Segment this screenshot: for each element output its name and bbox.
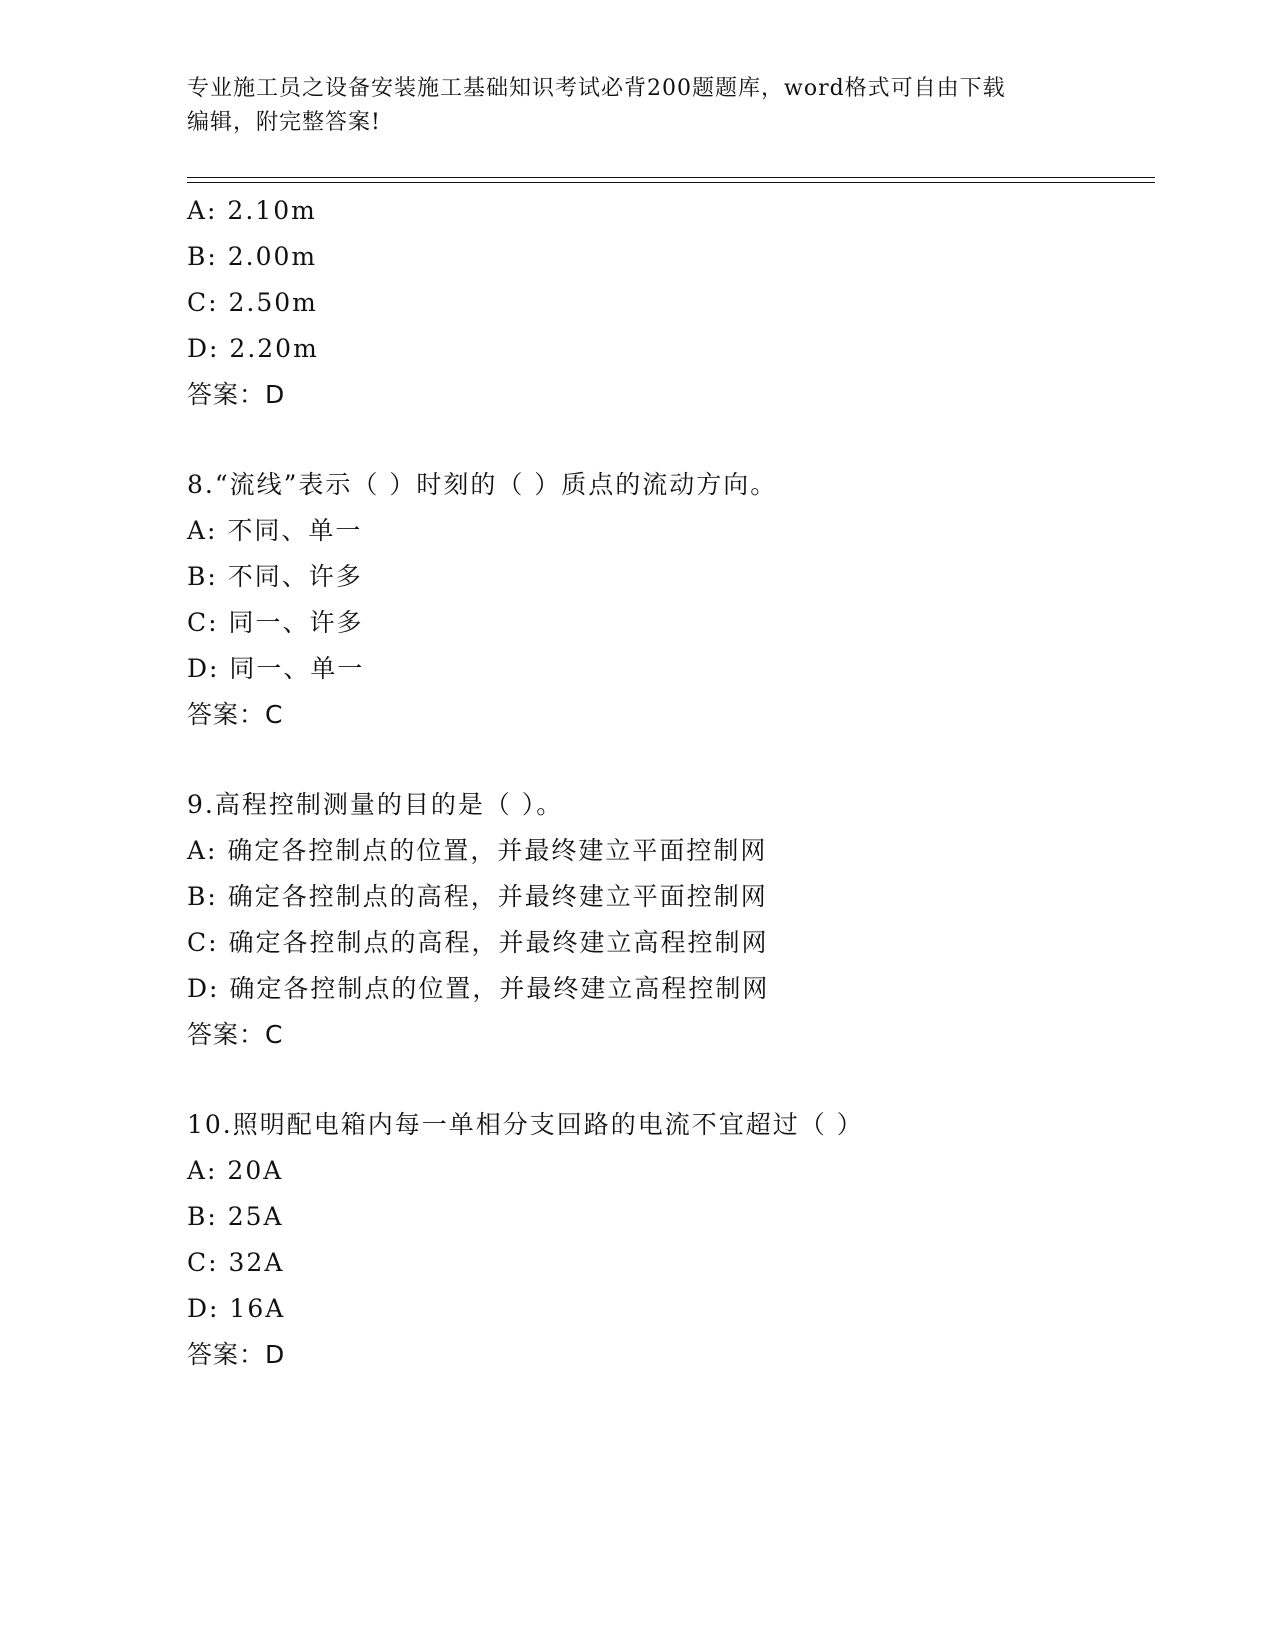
option-letter: D: bbox=[187, 974, 220, 1003]
option-text: 确定各控制点的位置，并最终建立高程控制网 bbox=[219, 974, 770, 1003]
option-letter: B: bbox=[187, 242, 218, 271]
question-7-answer: 答案：D bbox=[187, 380, 286, 409]
option-letter: D: bbox=[187, 1294, 220, 1323]
question-8-option-d bbox=[187, 646, 1155, 692]
option-letter: C: bbox=[187, 608, 219, 637]
document-header bbox=[187, 72, 1087, 140]
question-8-option-a bbox=[187, 508, 1155, 554]
question-10-option-a bbox=[187, 1148, 1155, 1194]
option-text: 32A bbox=[218, 1248, 285, 1277]
header-divider-bottom bbox=[187, 182, 1155, 183]
question-10-option-c bbox=[187, 1240, 1155, 1286]
question-list bbox=[187, 188, 1155, 1378]
option-text: 确定各控制点的高程，并最终建立高程控制网 bbox=[218, 928, 769, 957]
option-text: 16A bbox=[219, 1294, 286, 1323]
question-8-answer: 答案：C bbox=[187, 700, 284, 729]
option-letter: C: bbox=[187, 928, 219, 957]
option-text: 2.00m bbox=[217, 242, 318, 271]
question-9-option-b bbox=[187, 874, 1155, 920]
question-10-block bbox=[187, 1102, 1155, 1378]
question-7-option-a bbox=[187, 188, 1155, 234]
option-letter: B: bbox=[187, 882, 218, 911]
option-letter: B: bbox=[187, 1202, 218, 1231]
option-text: 同一、单一 bbox=[219, 654, 365, 683]
option-letter: A: bbox=[187, 516, 218, 545]
question-9-option-c bbox=[187, 920, 1155, 966]
spacer bbox=[187, 738, 1155, 782]
option-text: 20A bbox=[217, 1156, 284, 1185]
option-text: 不同、单一 bbox=[217, 516, 363, 545]
option-letter: D: bbox=[187, 654, 220, 683]
question-9-text: 9.高程控制测量的目的是（ ）。 bbox=[187, 790, 564, 819]
spacer bbox=[187, 1058, 1155, 1102]
option-letter: C: bbox=[187, 1248, 219, 1277]
question-10-option-b bbox=[187, 1194, 1155, 1240]
option-text: 2.50m bbox=[218, 288, 318, 317]
option-letter: A: bbox=[187, 836, 218, 865]
question-8-option-b bbox=[187, 554, 1155, 600]
question-9-option-a bbox=[187, 828, 1155, 874]
spacer bbox=[187, 418, 1155, 462]
question-8-option-c bbox=[187, 600, 1155, 646]
option-text: 2.20m bbox=[219, 334, 319, 363]
header-divider-top bbox=[187, 177, 1155, 178]
question-7-block bbox=[187, 188, 1155, 418]
option-letter: D: bbox=[187, 334, 220, 363]
option-letter: A: bbox=[187, 196, 218, 225]
option-text: 确定各控制点的位置，并最终建立平面控制网 bbox=[217, 836, 768, 865]
option-text: 25A bbox=[217, 1202, 284, 1231]
option-letter: A: bbox=[187, 1156, 218, 1185]
question-8-block bbox=[187, 462, 1155, 738]
question-10-option-d bbox=[187, 1286, 1155, 1332]
question-7-option-d bbox=[187, 326, 1155, 372]
question-9-answer: 答案：C bbox=[187, 1020, 284, 1049]
question-8-text: 8.“流线”表示（ ）时刻的（ ）质点的流动方向。 bbox=[187, 470, 778, 499]
header-title-line-1: 专业施工员之设备安装施工基础知识考试必背200题题库，word格式可自由下载 bbox=[187, 76, 1006, 101]
question-7-option-c bbox=[187, 280, 1155, 326]
option-letter: C: bbox=[187, 288, 219, 317]
question-9-block bbox=[187, 782, 1155, 1058]
option-text: 2.10m bbox=[217, 196, 317, 225]
option-text: 同一、许多 bbox=[218, 608, 364, 637]
question-10-answer: 答案：D bbox=[187, 1340, 286, 1369]
option-text: 不同、许多 bbox=[217, 562, 363, 591]
question-9-option-d bbox=[187, 966, 1155, 1012]
question-10-text: 10.照明配电箱内每一单相分支回路的电流不宜超过（ ） bbox=[187, 1110, 864, 1139]
option-text: 确定各控制点的高程，并最终建立平面控制网 bbox=[217, 882, 768, 911]
question-7-option-b bbox=[187, 234, 1155, 280]
option-letter: B: bbox=[187, 562, 218, 591]
header-title-line-2: 编辑，附完整答案! bbox=[187, 110, 381, 135]
